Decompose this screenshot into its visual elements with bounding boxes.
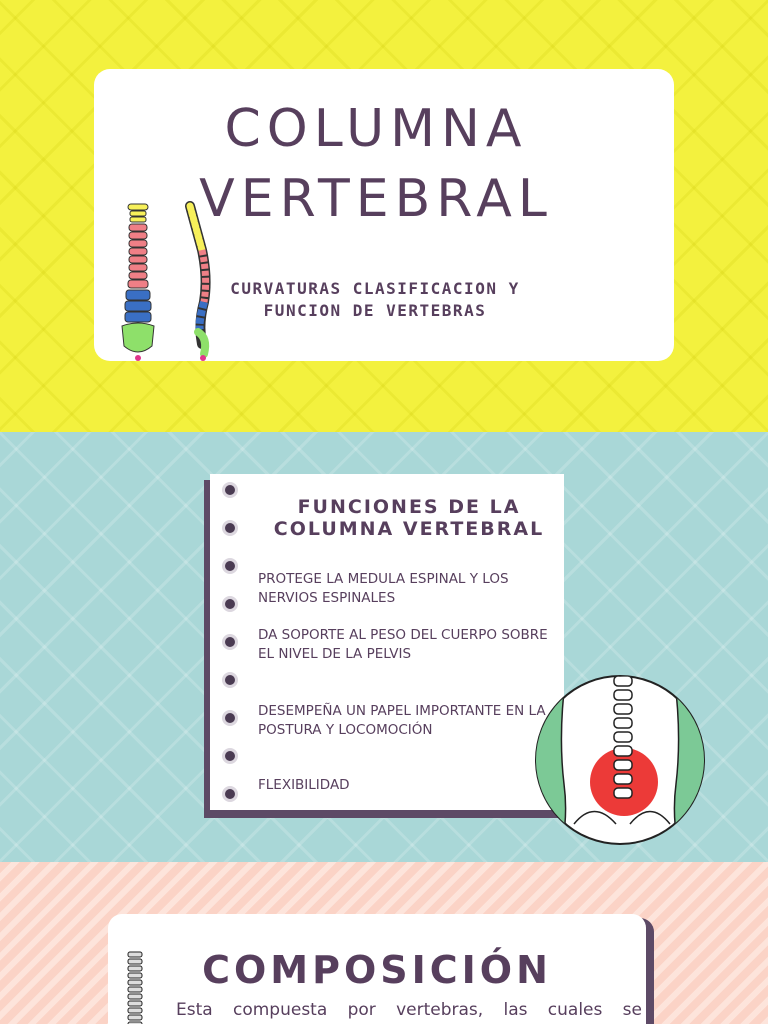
composition-body: Esta compuesta por vertebras, las cuales se: [176, 1000, 642, 1020]
slide-title: [0, 0, 768, 432]
notebook-ring-icon: [222, 786, 238, 802]
spine-skeleton-icon: [120, 950, 150, 1024]
composition-title: COMPOSICIÓN: [202, 948, 552, 992]
notebook-ring-icon: [222, 482, 238, 498]
main-title: COLUMNA VERTEBRAL: [199, 99, 553, 229]
functions-title: FUNCIONES DE LA COLUMNA VERTEBRAL: [273, 496, 545, 540]
function-item: FLEXIBILIDAD: [258, 777, 350, 793]
spine-front-view: [122, 204, 154, 361]
notebook-ring-icon: [222, 558, 238, 574]
notebook-ring-icon: [222, 520, 238, 536]
notebook-ring-icon: [222, 596, 238, 612]
main-subtitle: CURVATURAS CLASIFICACION Y FUNCION DE VERTEBRAS: [230, 279, 520, 320]
notebook-ring-icon: [222, 672, 238, 688]
function-item: DESEMPEÑA UN PAPEL IMPORTANTE EN LA POSTURA Y LOCOMOCIÓN: [258, 703, 546, 738]
function-item: DA SOPORTE AL PESO DEL CUERPO SOBRE EL NIVEL DE LA PELVIS: [258, 627, 548, 662]
slide-functions: [0, 432, 768, 862]
function-item: PROTEGE LA MEDULA ESPINAL Y LOS NERVIOS ESPINALES: [258, 571, 509, 606]
spine-side-view: [190, 206, 206, 361]
back-pain-icon: [534, 674, 706, 846]
notebook-ring-icon: [222, 634, 238, 650]
notebook-card: [210, 474, 564, 810]
notebook-ring-icon: [222, 748, 238, 764]
spine-illustration-icon: [110, 198, 230, 364]
notebook-ring-icon: [222, 710, 238, 726]
